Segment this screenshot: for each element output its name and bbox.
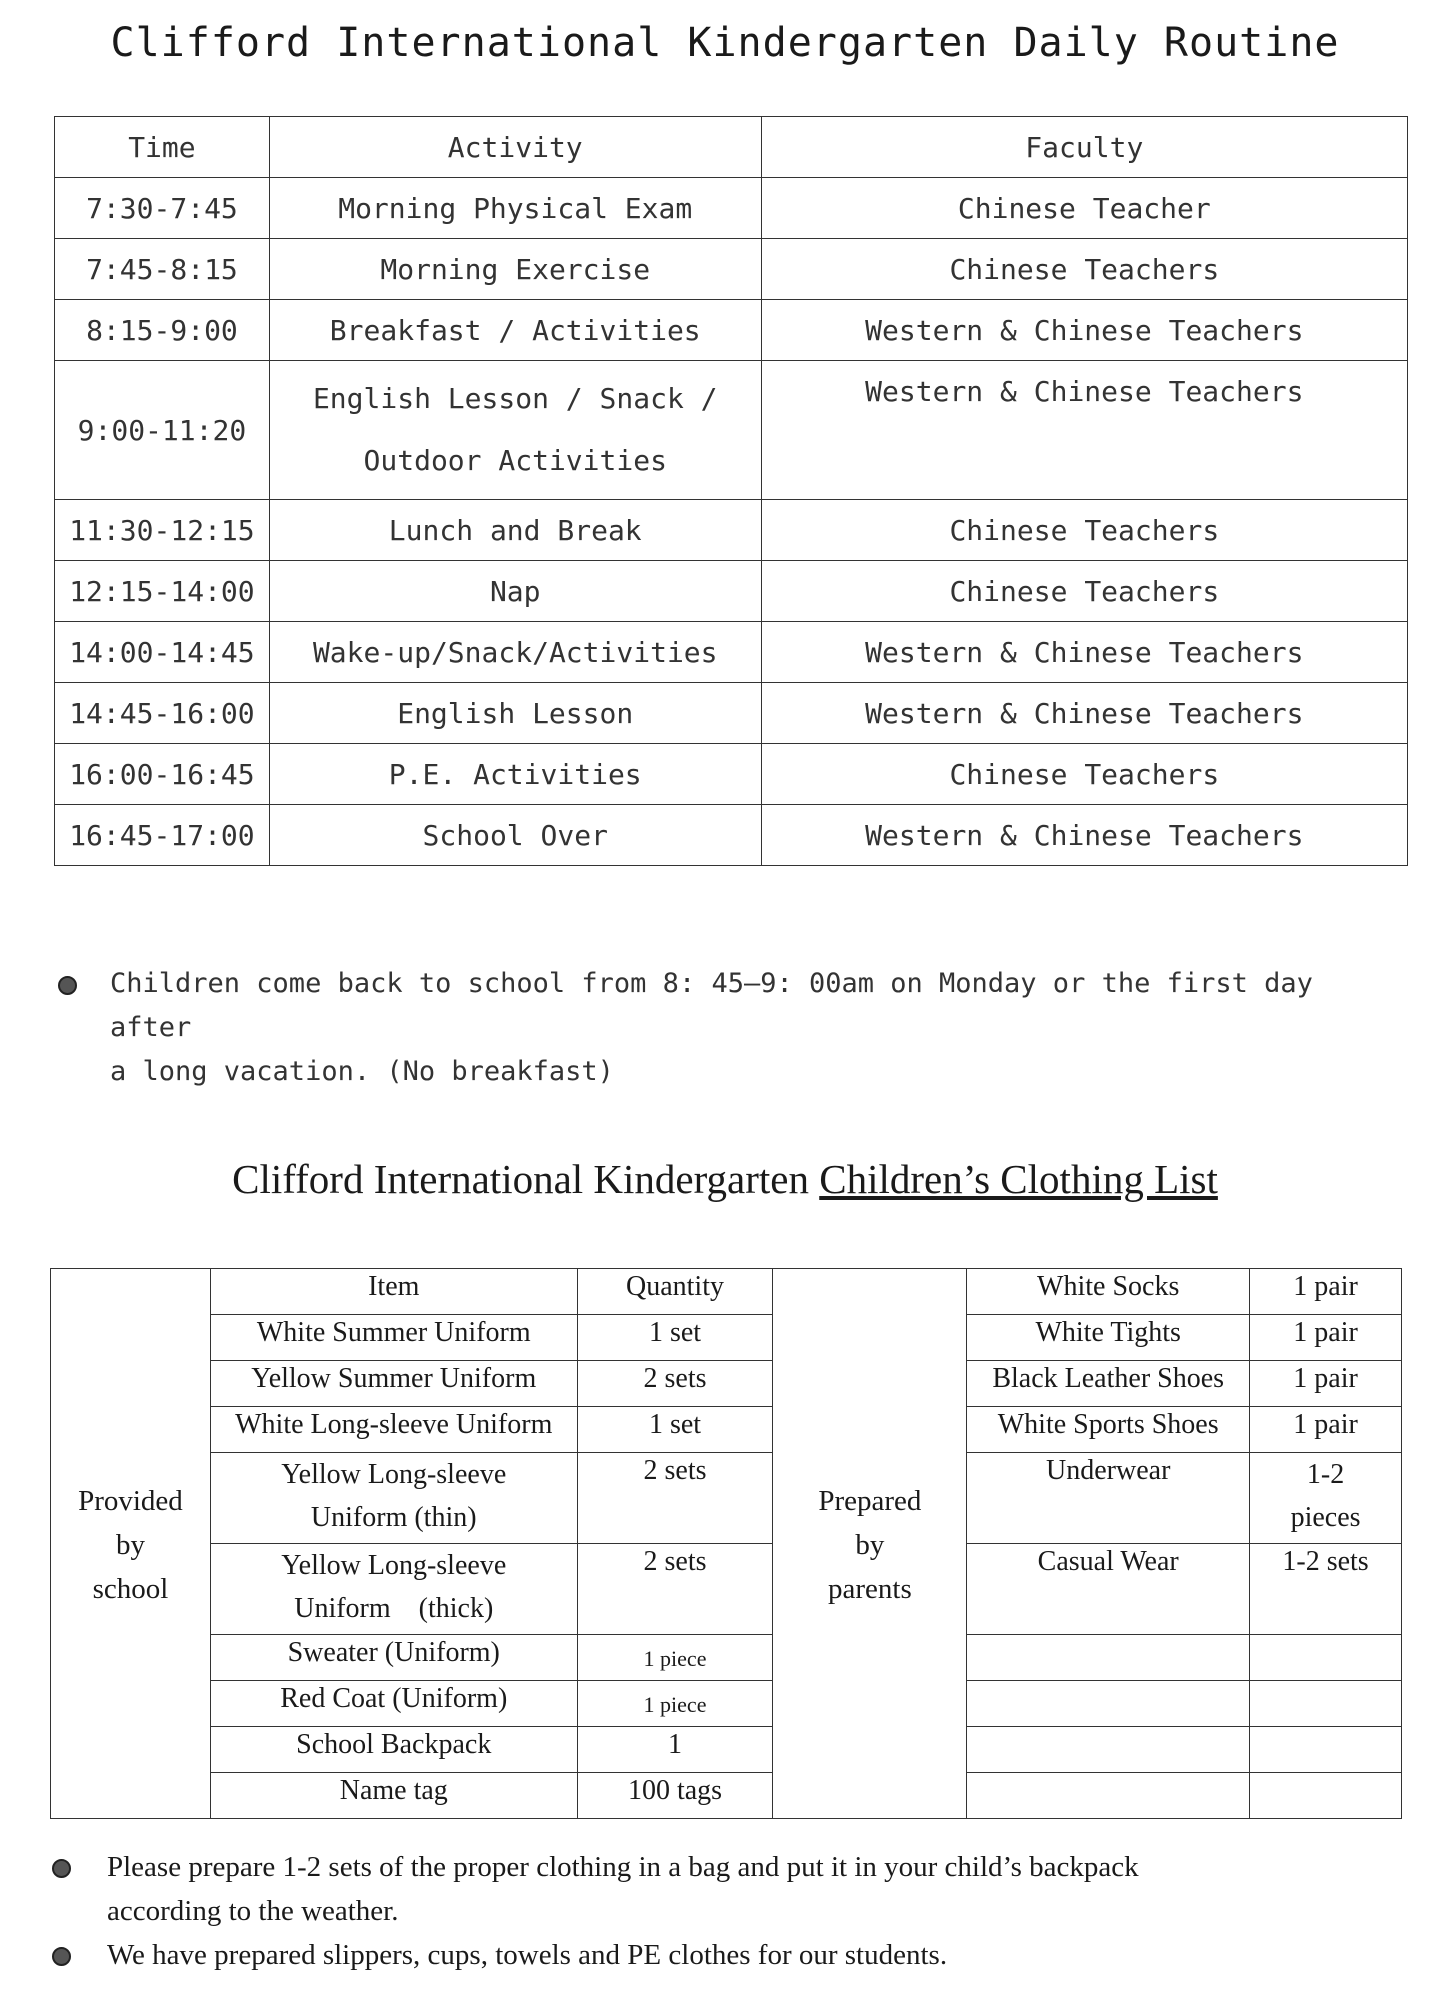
header-quantity: Quantity: [577, 1269, 773, 1315]
school-item: Yellow Summer Uniform: [210, 1361, 577, 1407]
clothing-note-1-line1: Please prepare 1-2 sets of the proper clothing in a bag and put it in your child’s backpack: [107, 1851, 1139, 1883]
row-faculty: Western & Chinese Teachers: [761, 622, 1407, 683]
parent-qty: 1 pair: [1250, 1361, 1402, 1407]
provided-by-school-label: Provided by school: [51, 1269, 211, 1819]
clothing-title-plain: Clifford International Kindergarten: [232, 1156, 820, 1202]
parent-qty-empty: [1250, 1773, 1402, 1819]
row-time: 9:00-11:20: [55, 361, 270, 500]
routine-row: [55, 178, 1408, 239]
parent-item-empty: [967, 1727, 1250, 1773]
school-item: School Backpack: [210, 1727, 577, 1773]
school-qty: 100 tags: [577, 1773, 773, 1819]
row-time: 7:45-8:15: [55, 239, 270, 300]
routine-note-line1: Children come back to school from 8: 45—9: 00am on Monday or the first day after: [110, 968, 1313, 1043]
row-time: 16:00-16:45: [55, 744, 270, 805]
routine-row: [55, 239, 1408, 300]
bullet-icon: [52, 1947, 71, 1966]
school-qty: 2 sets: [577, 1544, 773, 1635]
row-activity: P.E. Activities: [269, 744, 761, 805]
school-item: Name tag: [210, 1773, 577, 1819]
parent-qty: 1 pair: [1250, 1315, 1402, 1361]
row-faculty: Western & Chinese Teachers: [761, 361, 1407, 500]
header-activity: Activity: [269, 117, 761, 178]
row-time: 16:45-17:00: [55, 805, 270, 866]
bullet-icon: [58, 976, 77, 995]
prepared-by-parents-label: Prepared by parents: [773, 1269, 967, 1819]
school-item: Yellow Long-sleeve Uniform (thick): [210, 1544, 577, 1635]
parent-qty: 1 pair: [1250, 1269, 1402, 1315]
row-activity: Wake-up/Snack/Activities: [269, 622, 761, 683]
routine-row: [55, 744, 1408, 805]
row-time: 14:00-14:45: [55, 622, 270, 683]
clothing-table: [50, 1268, 1402, 1819]
parent-item-empty: [967, 1773, 1250, 1819]
row-faculty: Western & Chinese Teachers: [761, 300, 1407, 361]
school-qty: 2 sets: [577, 1453, 773, 1544]
routine-row: [55, 361, 1408, 500]
parent-qty: 1-2 pieces: [1250, 1453, 1402, 1544]
row-faculty: Chinese Teachers: [761, 744, 1407, 805]
row-activity: Morning Physical Exam: [269, 178, 761, 239]
parent-item: White Sports Shoes: [967, 1407, 1250, 1453]
school-item: White Summer Uniform: [210, 1315, 577, 1361]
parent-qty: 1-2 sets: [1250, 1544, 1402, 1635]
parent-qty-empty: [1250, 1727, 1402, 1773]
row-activity: School Over: [269, 805, 761, 866]
school-item: Sweater (Uniform): [210, 1635, 577, 1681]
school-qty: 1 piece: [577, 1681, 773, 1727]
row-time: 12:15-14:00: [55, 561, 270, 622]
row-faculty: Chinese Teacher: [761, 178, 1407, 239]
routine-row: [55, 561, 1408, 622]
parent-item: Black Leather Shoes: [967, 1361, 1250, 1407]
row-time: 14:45-16:00: [55, 683, 270, 744]
parent-item: Underwear: [967, 1453, 1250, 1544]
parent-item-empty: [967, 1681, 1250, 1727]
header-faculty: Faculty: [761, 117, 1407, 178]
row-faculty: Chinese Teachers: [761, 239, 1407, 300]
clothing-title-underlined: Children’s Clothing List: [819, 1156, 1218, 1202]
row-faculty: Chinese Teachers: [761, 561, 1407, 622]
bullet-icon: [52, 1859, 71, 1878]
parent-qty: 1 pair: [1250, 1407, 1402, 1453]
row-activity: Morning Exercise: [269, 239, 761, 300]
routine-row: [55, 622, 1408, 683]
routine-table: [54, 116, 1408, 866]
routine-title: Clifford International Kindergarten Daily Routine: [110, 20, 1340, 66]
school-item: Yellow Long-sleeve Uniform (thin): [210, 1453, 577, 1544]
routine-note-line2: a long vacation. (No breakfast): [110, 1056, 614, 1087]
row-activity: Lunch and Break: [269, 500, 761, 561]
parent-qty-empty: [1250, 1635, 1402, 1681]
routine-row: [55, 500, 1408, 561]
school-qty: 1 set: [577, 1407, 773, 1453]
school-item: Red Coat (Uniform): [210, 1681, 577, 1727]
school-qty: 1 piece: [577, 1635, 773, 1681]
parent-qty-empty: [1250, 1681, 1402, 1727]
row-faculty: Western & Chinese Teachers: [761, 805, 1407, 866]
school-qty: 1 set: [577, 1315, 773, 1361]
school-item: White Long-sleeve Uniform: [210, 1407, 577, 1453]
parent-item: White Socks: [967, 1269, 1250, 1315]
row-activity-line1: English Lesson / Snack /: [312, 382, 718, 415]
school-qty: 1: [577, 1727, 773, 1773]
clothing-note-1-line2: according to the weather.: [107, 1895, 399, 1927]
row-time: 7:30-7:45: [55, 178, 270, 239]
parent-item: White Tights: [967, 1315, 1250, 1361]
row-time: 11:30-12:15: [55, 500, 270, 561]
row-activity-line2: Outdoor Activities: [363, 444, 667, 477]
row-time: 8:15-9:00: [55, 300, 270, 361]
parent-item-empty: [967, 1635, 1250, 1681]
routine-header-row: [55, 117, 1408, 178]
header-item: Item: [210, 1269, 577, 1315]
row-activity: [269, 361, 761, 500]
row-faculty: Western & Chinese Teachers: [761, 683, 1407, 744]
clothing-title: [0, 1155, 1450, 1203]
row-activity: Nap: [269, 561, 761, 622]
row-activity: Breakfast / Activities: [269, 300, 761, 361]
routine-row: [55, 683, 1408, 744]
header-time: Time: [55, 117, 270, 178]
parent-item: Casual Wear: [967, 1544, 1250, 1635]
routine-row: [55, 300, 1408, 361]
school-qty: 2 sets: [577, 1361, 773, 1407]
clothing-note-2: We have prepared slippers, cups, towels and PE clothes for our students.: [107, 1939, 948, 1971]
row-faculty: Chinese Teachers: [761, 500, 1407, 561]
routine-row: [55, 805, 1408, 866]
row-activity: English Lesson: [269, 683, 761, 744]
